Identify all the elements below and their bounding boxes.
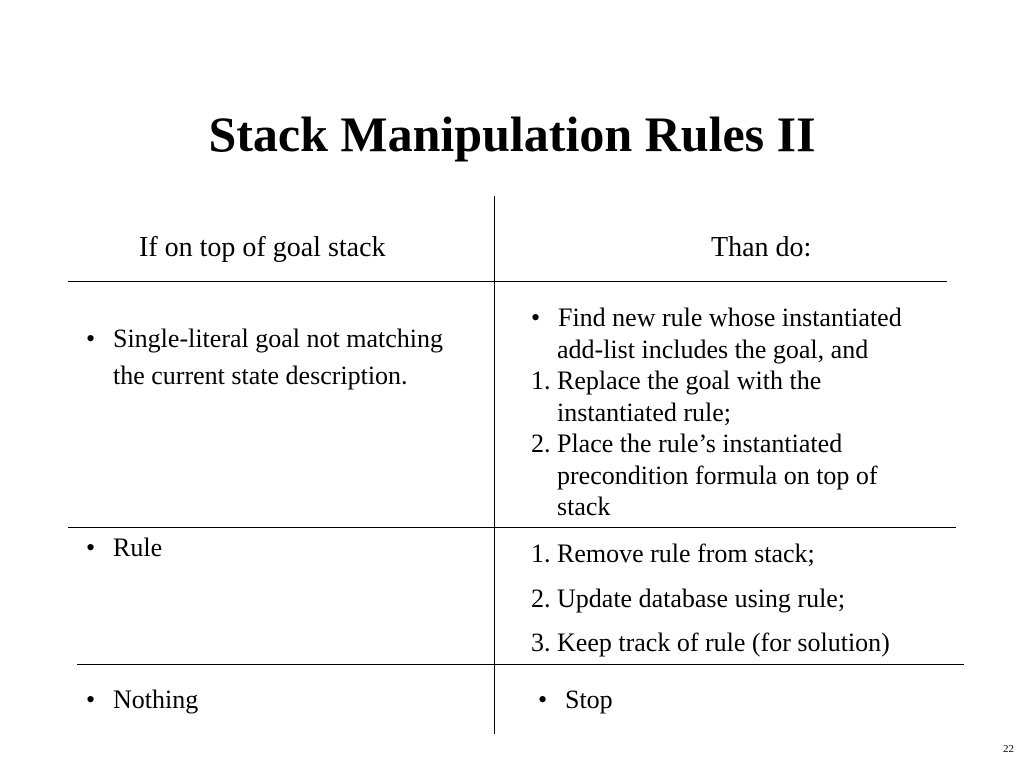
bullet-icon: • bbox=[531, 303, 541, 332]
bullet-icon: • bbox=[86, 533, 96, 562]
action-single-literal-goal bbox=[531, 302, 991, 523]
action-line: add-list includes the goal, and bbox=[557, 334, 869, 364]
action-line: stack bbox=[557, 492, 611, 521]
action-text: Stop bbox=[565, 685, 613, 714]
action-line: • Find new rule whose instantiated bbox=[531, 303, 902, 332]
header-action: Than do: bbox=[711, 232, 812, 263]
action-line: precondition formula on top of bbox=[557, 460, 878, 490]
bullet-icon: • bbox=[538, 685, 548, 714]
condition-text: Nothing bbox=[113, 685, 199, 714]
condition-single-literal-goal bbox=[86, 320, 461, 394]
slide-title: Stack Manipulation Rules II bbox=[208, 106, 816, 162]
bullet-icon: • bbox=[86, 685, 96, 714]
action-step-1: 1. Remove rule from stack; bbox=[531, 539, 815, 568]
condition-text: Single-literal goal not matching the current state description. bbox=[113, 324, 443, 390]
row-divider-1 bbox=[68, 527, 956, 528]
column-divider bbox=[494, 196, 495, 734]
row-divider-2 bbox=[77, 664, 964, 665]
action-line: 1. Replace the goal with the bbox=[531, 366, 822, 395]
action-line: instantiated rule; bbox=[557, 397, 732, 427]
condition-text: Rule bbox=[113, 533, 163, 562]
action-step-3: 3. Keep track of rule (for solution) bbox=[531, 628, 890, 657]
condition-rule bbox=[86, 529, 461, 566]
header-condition: If on top of goal stack bbox=[139, 232, 386, 263]
page-number: 22 bbox=[1003, 743, 1014, 755]
condition-nothing bbox=[86, 681, 461, 718]
header-divider bbox=[68, 281, 947, 282]
action-line: 2. Place the rule’s instantiated bbox=[531, 429, 843, 458]
action-stop bbox=[538, 681, 838, 718]
action-step-2: 2. Update database using rule; bbox=[531, 584, 846, 613]
bullet-icon: • bbox=[86, 324, 96, 353]
